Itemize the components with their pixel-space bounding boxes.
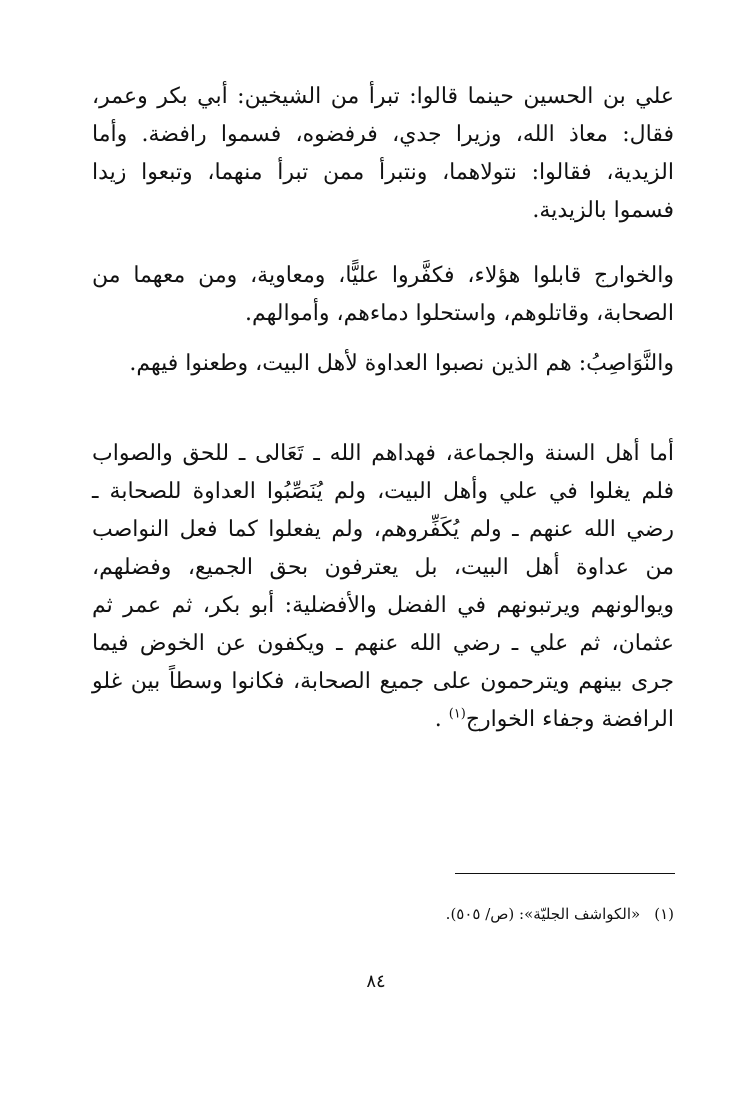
page-number: ٨٤ — [366, 971, 386, 992]
paragraph-khawarij: والخوارج قابلوا هؤلاء، فكفَّروا عليًّا، ومعاوية، ومن معهما من الصحابة، وقاتلوهم، واستحلوا دماءهم، وأموالهم. — [92, 263, 674, 326]
paragraph-rafida-zaydiyya: علي بن الحسين حينما قالوا: تبرأ من الشيخين: أبي بكر وعمر، فقال: معاذ الله، وزيرا جدي، فرفضوه، فسموا رافضة. وأما الزيدية، فقالوا: نتولاهما، ونتبرأ ممن تبرأ منهما، وتبعوا زيدا فسموا بالزيدية. — [92, 84, 674, 223]
footnote-number: (١) — [654, 905, 674, 923]
paragraph-nawasib: والنَّوَاصِبُ: هم الذين نصبوا العداوة لأهل البيت، وطعنوا فيهم. — [129, 351, 674, 376]
final-period: . — [434, 707, 442, 732]
paragraph-ahl-al-sunna — [92, 435, 674, 739]
paragraph-ahl-al-sunna-text: أما أهل السنة والجماعة، فهداهم الله ـ تَعَالى ـ للحق والصواب فلم يغلوا في علي وأهل البيت، ولم يُنَصِّبُوا العداوة للصحابة ـ رضي الله عنهم ـ ولم يُكَفِّروهم، ولم يفعلوا كما فعل النواصب من عداوة أهل البيت، بل يعترفون بحق الجميع، وفضلهم، ويوالونهم ويرتبونهم في الفضل والأفضلية: أبو بكر، ثم عمر ثم عثمان، ثم علي ـ رضي الله عنهم ـ ويكفون عن الخوض فيما جرى بينهم ويترحمون على جميع الصحابة، فكانوا وسطاً بين غلو الرافضة وجفاء الخوارج — [92, 441, 674, 732]
footnote-reference[interactable]: (١) — [448, 706, 466, 722]
footnote-divider — [455, 873, 675, 874]
footnote — [300, 902, 674, 926]
footnote-text: «الكواشف الجليّة»: (ص/ ٥٠٥). — [445, 905, 641, 923]
